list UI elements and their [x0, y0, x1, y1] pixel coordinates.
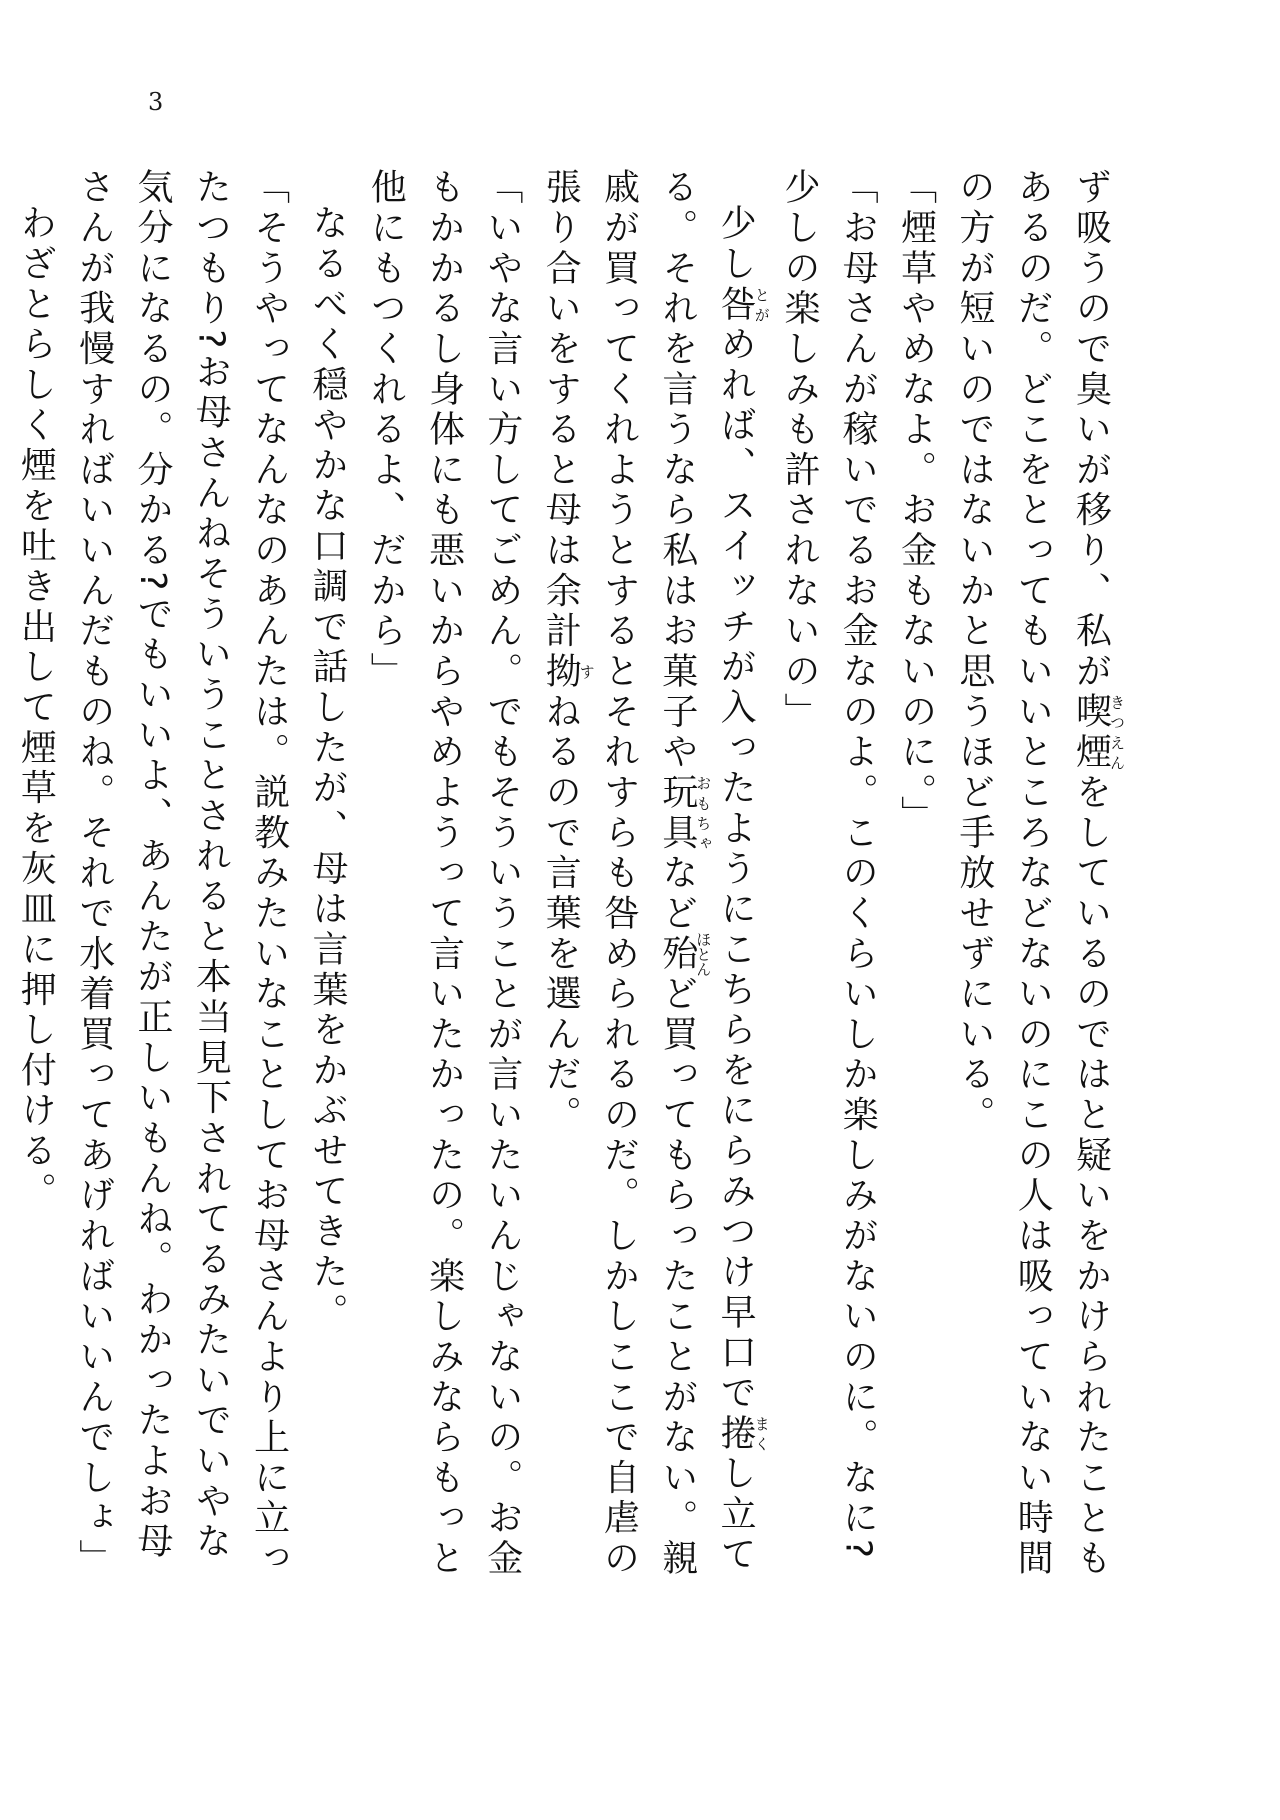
text-run: 少し [715, 204, 757, 285]
text-run: し立てる。それを言うなら私はお菓子や [656, 168, 757, 1575]
text-run: めれば、スイッチが入ったようにこちらをにらみつけ早口で [715, 324, 757, 1414]
paragraph-7: 「そうやってなんなのあんたは。説教みたいなことしてお母さんより上に立ったつもり?お母さんねそういうことされると本当見下されてるみたいでいやな気分になるの。分かる?でもいいよ、あんたが正しいもんね。わかったよお母さんが我慢すればいいんだものね。それで水着買ってあげればいいんでしょ」 [73, 168, 290, 1580]
paragraph-2: 「煙草やめなよ。お金もないのに。」 [895, 168, 937, 836]
ruby-annotation [540, 651, 596, 693]
ruby-reading: まく [752, 1413, 771, 1454]
text-run: をしているのではと疑いをかけられたこともあるのだ。どこをとってもいいところなどないのにこの人は吸っていない時間の方が短いのではないかと思うほど手放せずにいる。 [953, 168, 1112, 1580]
ruby-annotation [656, 931, 713, 977]
vertical-text-body [15, 168, 1126, 1588]
text-run: ねるので言葉を選んだ。 [540, 692, 582, 1136]
ruby-base: 殆 [656, 931, 698, 977]
ruby-base: 拗 [540, 651, 582, 693]
paragraph-8: わざとらしく煙を吐き出して煙草を灰皿に押し付ける。 [15, 204, 57, 1212]
paragraph-3: 「お母さんが稼いでるお金なのよ。このくらいしか楽しみがないのに。なに?少しの楽しみも許されないの」 [778, 168, 879, 1563]
ruby-annotation [656, 772, 713, 854]
paragraph-5: 「いやな言い方してごめん。でもそういうことが言いたいんじゃないの。お金もかかるし身体にも悪いからやめようって言いたかったの。楽しみならもっと他にもつくれるよ、だから」 [365, 168, 523, 1580]
page-number: 3 [148, 88, 164, 116]
ruby-annotation [1070, 692, 1126, 773]
ruby-reading: す [577, 651, 596, 693]
text-run: など [656, 853, 698, 935]
ruby-reading: きつえん [1108, 692, 1126, 773]
ruby-reading: ほとん [694, 931, 713, 977]
ruby-reading: とが [752, 284, 771, 325]
text-run: ど買ってもらったことがない。親戚が買ってくれようとするとそれすらも咎められるのだ。しかしここで自虐の張り合いをすると母は余計 [540, 168, 698, 1580]
ruby-base: 喫煙 [1070, 692, 1112, 773]
ruby-base: 玩具 [656, 772, 698, 854]
ruby-base: 捲 [715, 1413, 757, 1454]
ruby-annotation [715, 1413, 771, 1454]
text-run: ず吸うので臭いが移り、私が [1070, 168, 1112, 693]
paragraph-4 [531, 168, 770, 1588]
ruby-base: 咎 [715, 284, 757, 325]
ruby-reading: おもちゃ [694, 772, 713, 854]
paragraph-6: なるべく穏やかな口調で話したが、母は言葉をかぶせてきた。 [306, 204, 348, 1333]
ruby-annotation [715, 284, 771, 325]
paragraph-1 [945, 168, 1125, 1588]
